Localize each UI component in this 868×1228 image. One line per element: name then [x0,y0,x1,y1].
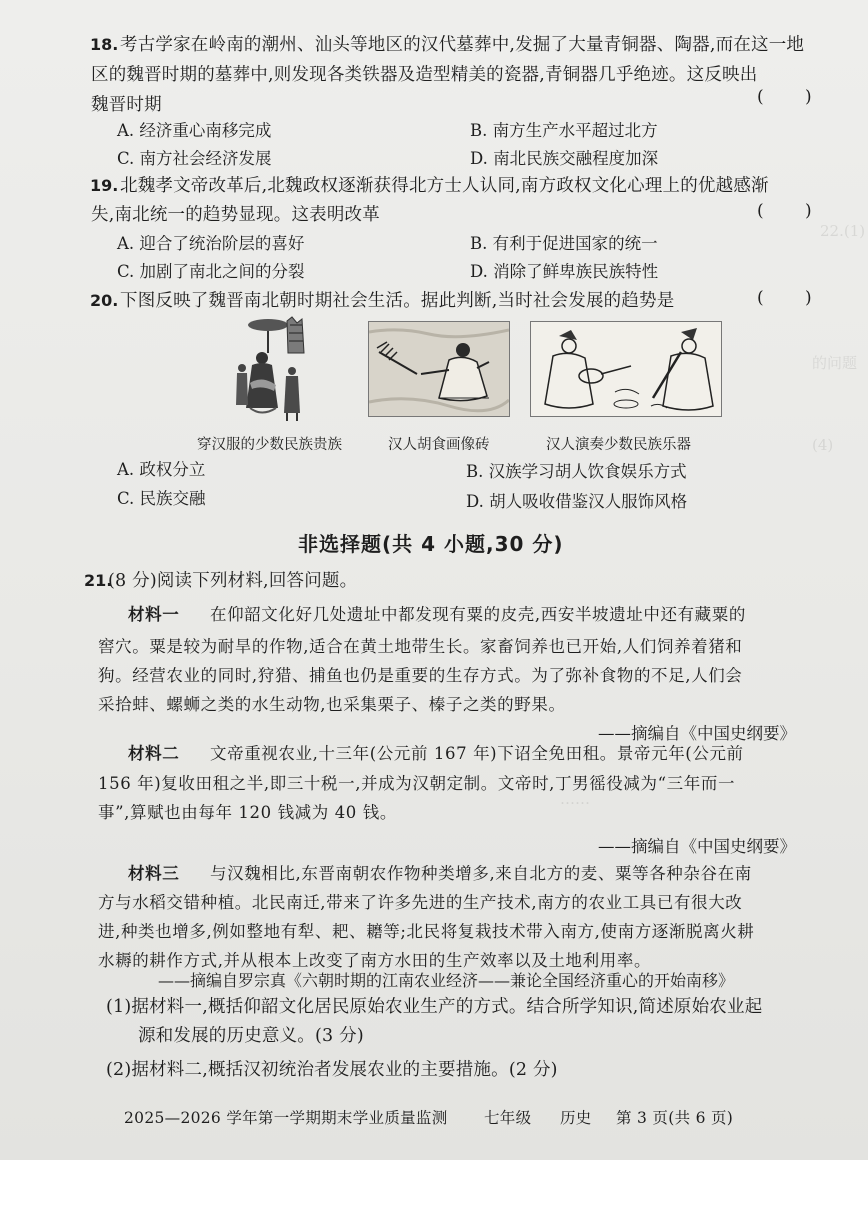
answer-bracket[interactable]: ( ) [757,288,830,308]
bleed-through-text: 22.(1) [820,222,866,240]
option-d[interactable]: D. 消除了鲜卑族民族特性 [470,262,659,281]
bleed-through-text: …… [560,790,590,808]
footer-page-number: 第 3 页(共 6 页) [616,1109,734,1127]
bleed-through-text: (4) [812,436,834,454]
question-text: 北魏孝文帝改革后,北魏政权逐渐获得北方士人认同,南方政权文化心理上的优越感渐 [120,176,769,196]
option-d[interactable]: D. 胡人吸收借鉴汉人服饰风格 [466,492,688,511]
caption-musicians: 汉人演奏少数民族乐器 [546,437,691,453]
caption-brick: 汉人胡食画像砖 [388,437,490,453]
option-c[interactable]: C. 民族交融 [117,489,206,508]
material-text: 采拾蚌、螺蛳之类的水生动物,也采集栗子、榛子之类的野果。 [98,695,566,714]
question-number: 19. [90,176,119,195]
material-text: 狗。经营农业的同时,狩猎、捕鱼也仍是重要的生存方式。为了弥补食物的不足,人们会 [98,666,743,685]
question-number: 21. [84,571,113,590]
material-text: 窖穴。粟是较为耐旱的作物,适合在黄土地带生长。家畜饲养也已开始,人们饲养着猪和 [98,637,743,656]
illustration-musicians [530,321,722,417]
sub-question-1: (1)据材料一,概括仰韶文化居民原始农业生产的方式。结合所学知识,简述原始农业起 [106,997,763,1017]
question-number: 18. [90,35,119,54]
material-label: 材料一 [128,605,180,624]
material-source: ——摘编自《中国史纲要》 [598,724,796,743]
answer-bracket[interactable]: ( ) [757,87,830,107]
material-text: 水耨的耕作方式,并从根本上改变了南方水田的生产效率以及土地利用率。 [98,951,652,970]
option-b[interactable]: B. 有利于促进国家的统一 [470,234,658,253]
question-intro: (8 分)阅读下列材料,回答问题。 [108,571,358,591]
question-text: 下图反映了魏晋南北朝时期社会生活。据此判断,当时社会发展的趋势是 [120,291,675,311]
illustration-noble-in-han-clothing [232,313,312,423]
bleed-through-text: 的问题 [812,354,858,372]
material-text: 与汉魏相比,东晋南朝农作物种类增多,来自北方的麦、粟等各种杂谷在南 [210,864,752,883]
illustration-hu-food-brick [368,321,510,417]
question-text: 考古学家在岭南的潮州、汕头等地区的汉代墓葬中,发掘了大量青铜器、陶器,而在这一地 [120,35,805,55]
footer-exam-name: 2025—2026 学年第一学期期末学业质量监测 [124,1109,448,1127]
material-text: 156 年)复收田租之半,即三十税一,并成为汉朝定制。文帝时,丁男徭役减为“三年而一 [98,774,736,793]
section-title: 非选择题(共 4 小题,30 分) [298,532,564,556]
material-label: 材料三 [128,864,180,883]
option-b[interactable]: B. 南方生产水平超过北方 [470,121,658,140]
option-b[interactable]: B. 汉族学习胡人饮食娱乐方式 [466,462,687,481]
option-a[interactable]: A. 迎合了统治阶层的喜好 [117,234,305,253]
material-text: 方与水稻交错种植。北民南迁,带来了许多先进的生产技术,南方的农业工具已有很大改 [98,893,743,912]
option-a[interactable]: A. 经济重心南移完成 [117,121,272,140]
material-text: 进,种类也增多,例如整地有犁、耙、耱等;北民将复栽技术带入南方,使南方逐渐脱离火耕 [98,922,755,941]
option-d[interactable]: D. 南北民族交融程度加深 [470,149,659,168]
answer-bracket[interactable]: ( ) [757,201,830,221]
material-label: 材料二 [128,744,180,763]
caption-noble: 穿汉服的少数民族贵族 [197,437,342,453]
sub-question-2: (2)据材料二,概括汉初统治者发展农业的主要措施。(2 分) [106,1060,558,1080]
sub-question-1: 源和发展的历史意义。(3 分) [138,1026,364,1046]
question-text: 区的魏晋时期的墓葬中,则发现各类铁器及造型精美的瓷器,青铜器几乎绝迹。这反映出 [91,65,758,85]
footer-subject: 历史 [560,1109,592,1127]
option-a[interactable]: A. 政权分立 [117,460,206,479]
question-text: 魏晋时期 [91,95,162,115]
question-text: 失,南北统一的趋势显现。这表明改革 [91,205,380,225]
footer-grade: 七年级 [484,1109,532,1127]
material-source: ——摘编自《中国史纲要》 [598,837,796,856]
material-text: 事”,算赋也由每年 120 钱减为 40 钱。 [98,803,397,822]
photo-margin [0,1160,868,1228]
material-text: 文帝重视农业,十三年(公元前 167 年)下诏全免田租。景帝元年(公元前 [210,744,744,763]
material-source: ——摘编自罗宗真《六朝时期的江南农业经济——兼论全国经济重心的开始南移》 [158,971,735,990]
option-c[interactable]: C. 南方社会经济发展 [117,149,272,168]
question-number: 20. [90,291,119,310]
material-text: 在仰韶文化好几处遗址中都发现有粟的皮壳,西安半坡遗址中还有藏粟的 [210,605,746,624]
option-c[interactable]: C. 加剧了南北之间的分裂 [117,262,305,281]
